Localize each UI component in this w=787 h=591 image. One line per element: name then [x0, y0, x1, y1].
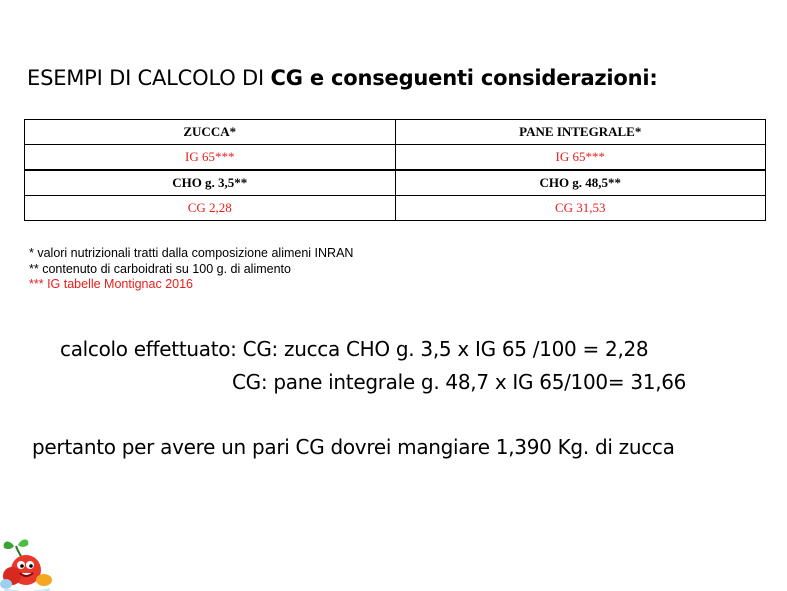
table-cell: CG 2,28: [25, 196, 396, 221]
conclusion-line: pertanto per avere un pari CG dovrei mangiare 1,390 Kg. di zucca: [32, 435, 675, 459]
table-row: [25, 170, 766, 196]
footnote-1: * valori nutrizionali tratti dalla composizione alimeni INRAN: [29, 246, 354, 260]
table-cell: IG 65***: [395, 145, 766, 171]
table-header-zucca: ZUCCA*: [25, 120, 396, 145]
title-bold: CG e conseguenti considerazioni:: [270, 66, 658, 90]
calc-line-zucca: calcolo effettuato: CG: zucca CHO g. 3,5 x IG 65 /100 = 2,28: [60, 337, 649, 361]
footnote-3: *** IG tabelle Montignac 2016: [29, 277, 193, 291]
footnotes: [29, 246, 353, 293]
page-title: [27, 66, 658, 90]
cartoon-fruit-logo-icon: [0, 536, 54, 591]
title-prefix: ESEMPI DI CALCOLO DI: [27, 66, 271, 90]
table-cell: IG 65***: [25, 145, 396, 171]
footnote-2: ** contenuto di carboidrati su 100 g. di alimento: [29, 261, 291, 276]
table-header-pane: PANE INTEGRALE*: [395, 120, 766, 145]
table-row: [25, 196, 766, 221]
table-cell: CHO g. 48,5**: [395, 170, 766, 196]
table-row: [25, 145, 766, 171]
table-cell: CHO g. 3,5**: [25, 170, 396, 196]
cg-table: [24, 119, 766, 221]
calc-line-pane: CG: pane integrale g. 48,7 x IG 65/100= 31,66: [232, 370, 687, 394]
table-row: [25, 120, 766, 145]
table-cell: CG 31,53: [395, 196, 766, 221]
